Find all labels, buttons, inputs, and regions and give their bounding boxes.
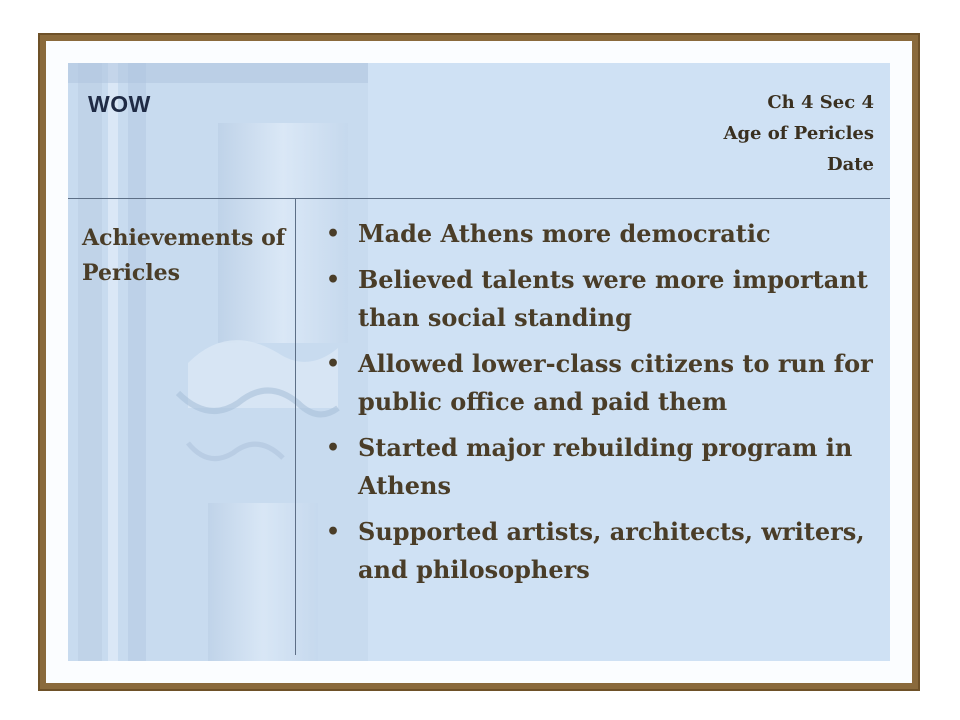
side-heading: Achievements of Pericles	[82, 225, 286, 286]
bullet-text: Supported artists, architects, writers, and philosophers	[358, 517, 865, 584]
bullet-item	[318, 345, 873, 421]
header-divider	[68, 198, 890, 199]
slide-header-info	[724, 87, 875, 180]
bullet-item	[318, 429, 873, 505]
column-divider	[295, 198, 296, 655]
bullet-icon: •	[326, 267, 341, 293]
bullet-icon: •	[326, 351, 341, 377]
chapter-label: Ch 4 Sec 4	[767, 92, 874, 113]
bullet-item	[318, 215, 873, 253]
topic-label: Age of Pericles	[723, 123, 874, 144]
bullet-item	[318, 513, 873, 589]
frame-mat	[46, 41, 912, 683]
slide-header-title: WOW	[88, 91, 151, 117]
bullet-text: Allowed lower-class citizens to run for public office and paid them	[358, 349, 873, 416]
bullet-text: Made Athens more democratic	[358, 219, 771, 248]
bullet-icon: •	[326, 221, 341, 247]
date-label: Date	[826, 154, 874, 175]
slide	[68, 63, 890, 661]
bullet-text: Believed talents were more important than social standing	[358, 265, 868, 332]
bullet-icon: •	[326, 519, 341, 545]
bullet-text: Started major rebuilding program in Athens	[358, 433, 853, 500]
bullet-item	[318, 261, 873, 337]
bullet-icon: •	[326, 435, 341, 461]
bullet-list	[318, 215, 873, 597]
picture-frame	[38, 33, 920, 691]
